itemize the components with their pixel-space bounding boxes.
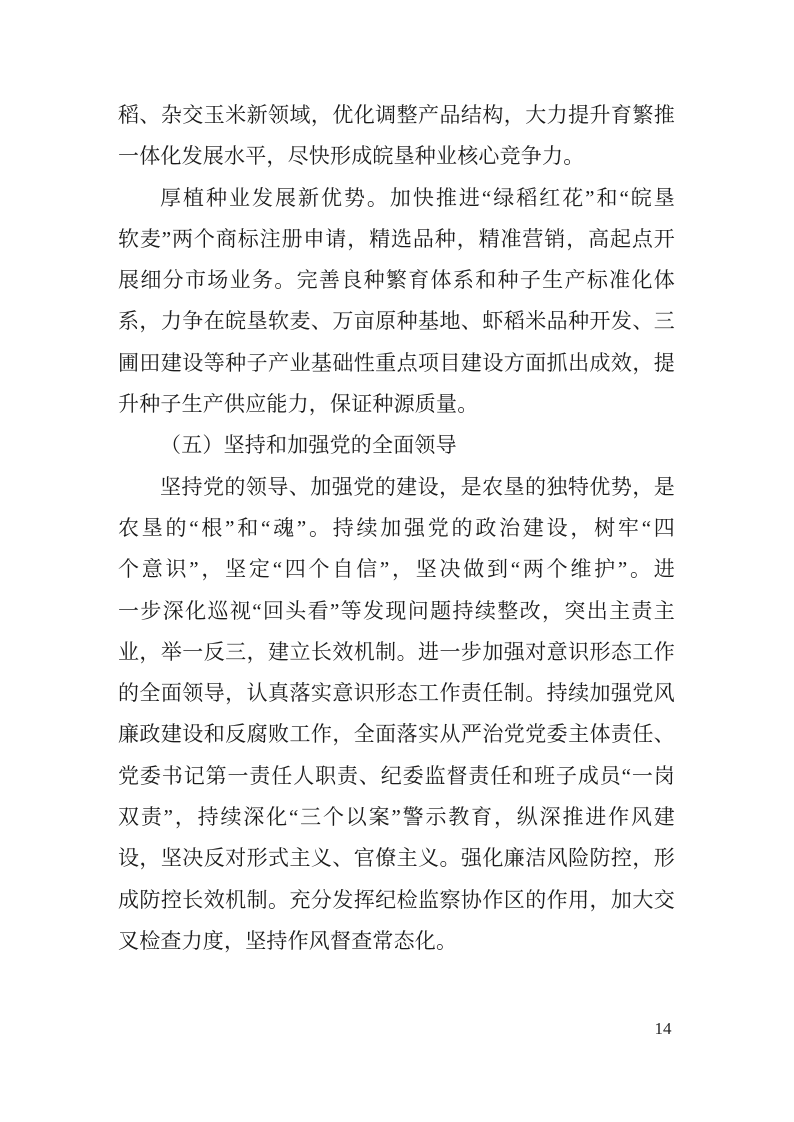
text-line: 业，举一反三，建立长效机制。进一步加强对意识形态工作 [118,639,675,664]
text-line: 一步深化巡视“回头看”等发现问题持续整改，突出主责主 [118,598,675,623]
section-heading: （五）坚持和加强党的全面领导 [160,433,457,458]
text-line: 的全面领导，认真落实意识形态工作责任制。持续加强党风 [118,681,675,706]
text-line: 展细分市场业务。完善良种繁育体系和种子生产标准化体 [118,268,675,293]
text-line: 成防控长效机制。充分发挥纪检监察协作区的作用，加大交 [118,887,675,912]
text-line: 个意识”，坚定“四个自信”，坚决做到“两个维护”。进 [118,557,675,582]
text-line: 叉检查力度，坚持作风督查常态化。 [118,928,458,953]
text-line: 廉政建设和反腐败工作，全面落实从严治党党委主体责任、 [118,722,675,747]
text-line: 厚植种业发展新优势。加快推进“绿稻红花”和“皖垦 [160,185,675,210]
text-line: 农垦的“根”和“魂”。持续加强党的政治建设，树牢“四 [118,515,675,540]
text-line: 双责”，持续深化“三个以案”警示教育，纵深推进作风建 [118,805,675,830]
text-line: 坚持党的领导、加强党的建设，是农垦的独特优势，是 [160,474,675,499]
document-body [118,95,675,962]
text-line: 稻、杂交玉米新领域，优化调整产品结构，大力提升育繁推 [118,103,675,127]
page-number: 14 [654,1019,672,1038]
text-line: 圃田建设等种子产业基础性重点项目建设方面抓出成效，提 [118,350,675,375]
text-line: 设，坚决反对形式主义、官僚主义。强化廉洁风险防控，形 [118,846,675,871]
text-line: 升种子生产供应能力，保证种源质量。 [118,392,479,417]
text-line: 一体化发展水平，尽快形成皖垦种业核心竞争力。 [118,144,585,169]
text-line: 软麦”两个商标注册申请，精选品种，精准营销，高起点开 [118,226,675,251]
text-line: 党委书记第一责任人职责、纪委监督责任和班子成员“一岗 [118,763,675,788]
text-line: 系，力争在皖垦软麦、万亩原种基地、虾稻米品种开发、三 [118,309,675,334]
